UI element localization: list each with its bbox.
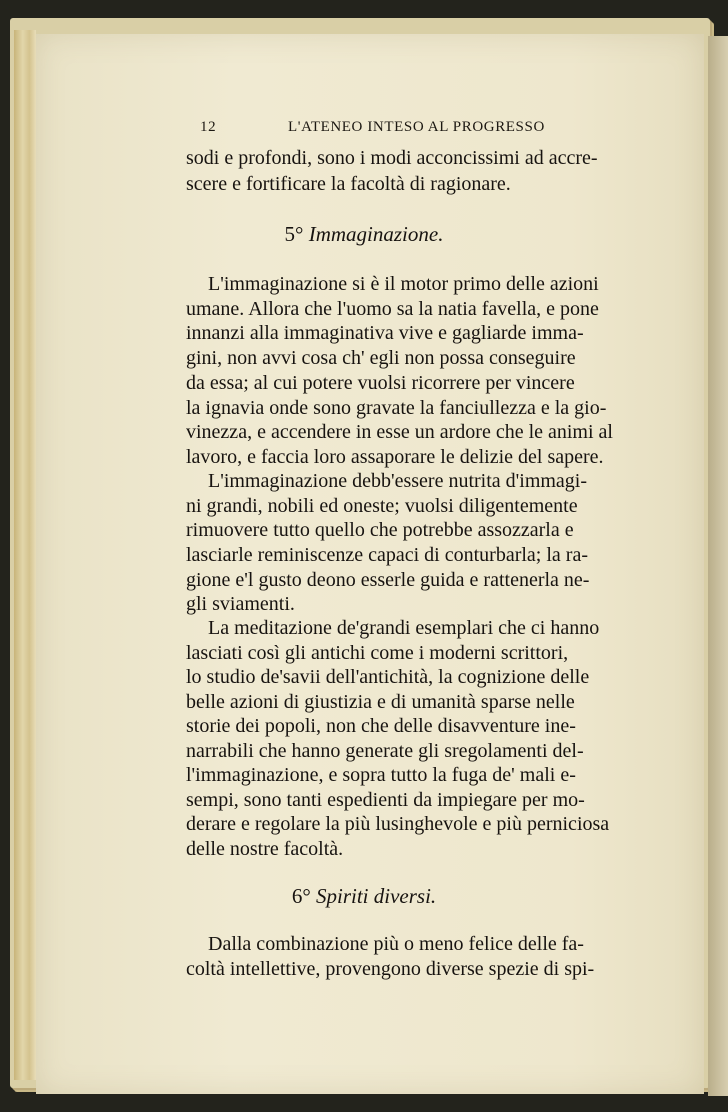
text-line: lo studio de'savii dell'antichità, la cognizione delle [186, 666, 590, 688]
text-line: la ignavia onde sono gravate la fanciullezza e la gio- [186, 397, 607, 419]
text-line: gione e'l gusto deono esserle guida e rattenerla ne- [186, 569, 590, 591]
text-line: L'immaginazione si è il motor primo delle azioni [208, 273, 599, 295]
text-line: L'immaginazione debb'essere nutrita d'immagi- [208, 470, 588, 492]
text-line: gli sviamenti. [186, 593, 295, 615]
text-line: rimuovere tutto quello che potrebbe assozzarla e [186, 519, 574, 541]
section-heading-5 [0, 222, 728, 246]
text-line: lasciarle reminiscenze capaci di conturbarla; la ra- [186, 544, 588, 566]
page-header [200, 119, 590, 141]
text-line: sodi e profondi, sono i modi acconcissimi ad accre- [186, 147, 598, 169]
text-line: scere e fortificare la facoltà di ragionare. [186, 173, 511, 195]
text-line: lasciati così gli antichi come i moderni scrittori, [186, 642, 569, 664]
text-line: narrabili che hanno generate gli sregolamenti del- [186, 740, 584, 762]
text-line: innanzi alla immaginativa vive e gagliarde imma- [186, 322, 584, 344]
text-line: umane. Allora che l'uomo sa la natia favella, e pone [186, 298, 599, 320]
section-heading-6 [0, 884, 728, 908]
section-number: 6° [291, 884, 311, 908]
text-line: derare e regolare la più lusinghevole e più perniciosa [186, 813, 610, 835]
page-number: 12 [200, 119, 217, 135]
text-line: gini, non avvi cosa ch' egli non possa conseguire [186, 347, 576, 369]
text-line: storie dei popoli, non che delle disavventure ine- [186, 715, 576, 737]
section-number: 5° [284, 222, 304, 246]
text-line: La meditazione de'grandi esemplari che ci hanno [208, 617, 600, 639]
text-line: vinezza, e accendere in esse un ardore che le animi al [186, 421, 613, 443]
text-line: coltà intellettive, provengono diverse spezie di spi- [186, 958, 595, 980]
text-line: ni grandi, nobili ed oneste; vuolsi diligentemente [186, 495, 578, 517]
running-title: L'ATENEO INTESO AL PROGRESSO [288, 119, 545, 135]
text-line: belle azioni di giustizia e di umanità sparse nelle [186, 691, 575, 713]
section-title: Immaginazione. [308, 222, 444, 246]
next-page-edge [708, 36, 728, 1096]
text-line: da essa; al cui potere vuolsi ricorrere per vincere [186, 372, 575, 394]
text-line: l'immaginazione, e sopra tutto la fuga de' mali e- [186, 764, 576, 786]
section-title: Spiriti diversi. [315, 884, 437, 908]
text-line: lavoro, e faccia loro assaporare le delizie del sapere. [186, 446, 604, 468]
text-line: delle nostre facoltà. [186, 838, 344, 860]
text-line: Dalla combinazione più o meno felice delle fa- [208, 933, 584, 955]
text-line: sempi, sono tanti espedienti da impiegare per mo- [186, 789, 585, 811]
page-edge [14, 30, 36, 1080]
